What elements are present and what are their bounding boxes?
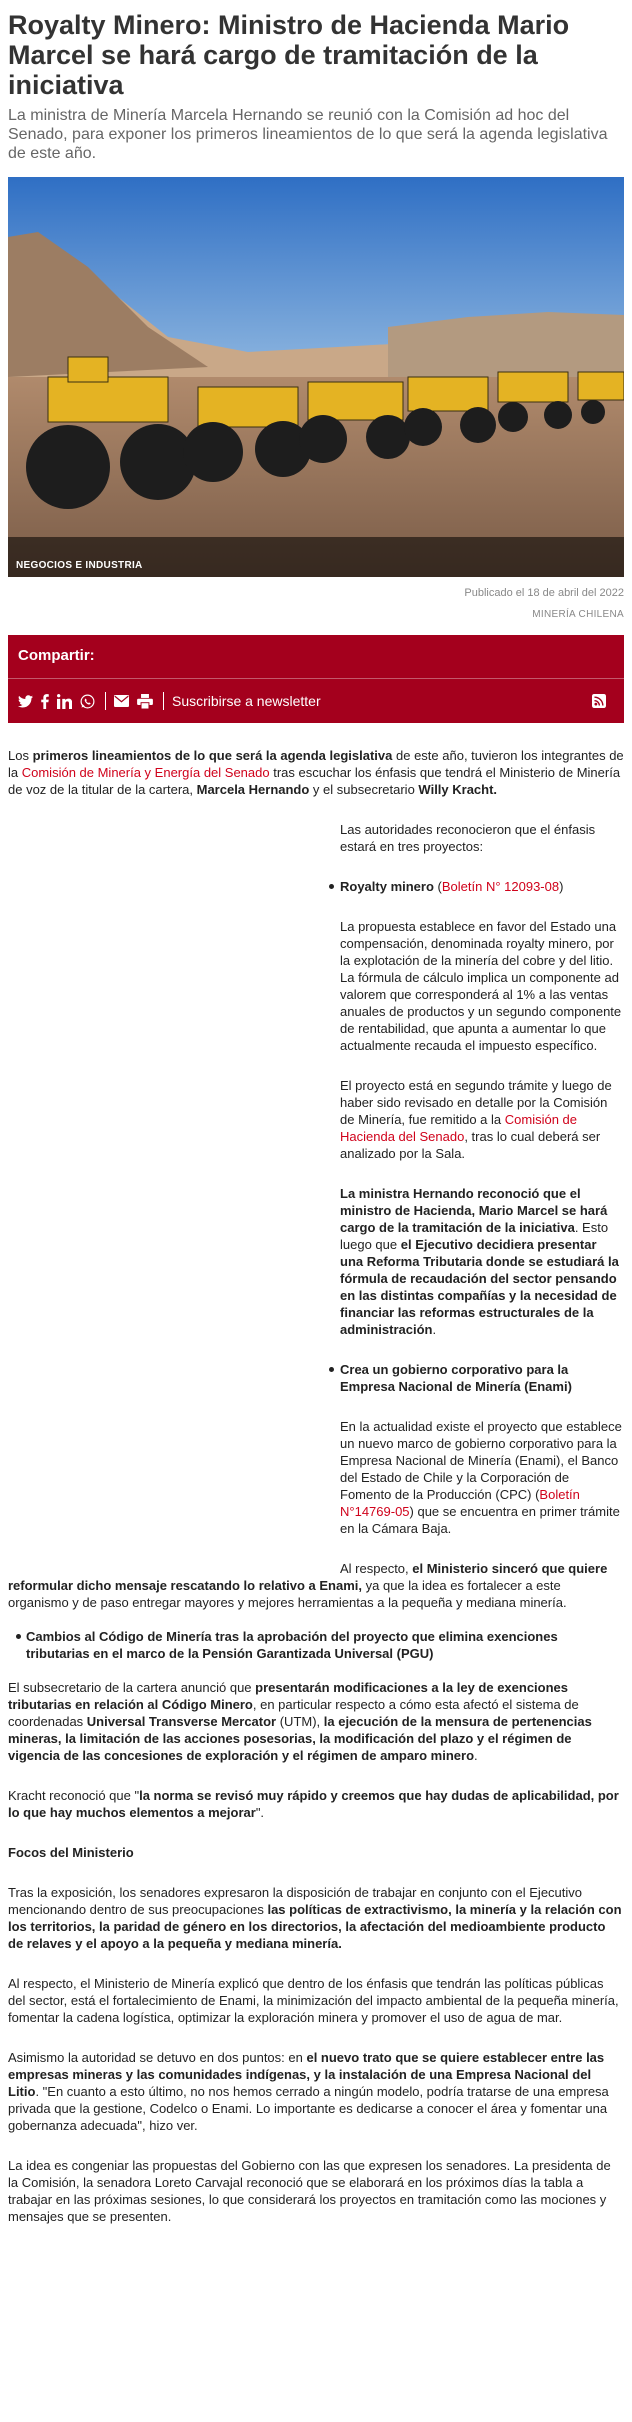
share-buttons [18, 689, 614, 713]
article-title: Royalty Minero: Ministro de Hacienda Mario Marcel se hará cargo de tramitación de la iniciativa [8, 10, 570, 100]
article-lede: La ministra de Minería Marcela Hernando se reunió con la Comisión ad hoc del Senado, para exponer los primeros lineamientos de lo que será la agenda legislativa de este año. [8, 107, 608, 162]
share-separator [163, 692, 164, 710]
heading-focos: Focos del Ministerio [8, 1845, 134, 1860]
mining-trucks-photo [8, 177, 624, 577]
facebook-icon[interactable] [41, 691, 49, 711]
twitter-icon[interactable] [18, 691, 33, 711]
share-bar [8, 635, 624, 723]
comision-mineria-link[interactable]: Comisión de Minería y Energía del Senado [21, 765, 270, 780]
publish-date: Publicado el 18 de abril del 2022 [464, 587, 624, 599]
paragraph-congeniar: La idea es congeniar las propuestas del Gobierno con las que expresen los senadores. La presidenta de la Comisión, la senadora Loreto Carvajal reconoció que se elaborará en los próximos días la tabla a trabajar en las próximas sesiones, lo que considerará los proyectos en tramitación como las mociones y mensajes que se presenten. [8, 2158, 611, 2224]
paragraph-senadores: Tras la exposición, los senadores expresaron la disposición de trabajar en conjunto con el Ejecutivo mencionando dentro de sus preocupaciones las políticas de extractivismo, la minería y la relación con los territorios, la paridad de género en los directorios, la afectación del medioambiente producto de relaves y el apoyo a la pequeña y mediana minería. [8, 1885, 622, 1951]
paragraph-dos-puntos: Asimismo la autoridad se detuvo en dos puntos: en el nuevo trato que se quiere establecer entre las empresas mineras y las comunidades indígenas, y la instalación de una Empresa Nacional del Litio. "En cuanto a esto último, no nos hemos cerrado a ningún modelo, podría tratarse de una empresa privada que la gestione, Codelco o Enami. Lo importante es dedicarse a conocer el área y fomentar una gobernanza adecuada", hizo ver. [8, 2050, 609, 2133]
bullet-dot [16, 1634, 21, 1639]
paragraph-kracht: Kracht reconoció que "la norma se revisó muy rápido y creemos que hay dudas de aplicabilidad, por lo que hay muchos elementos a mejorar". [8, 1788, 619, 1820]
paragraph-subsecretario: El subsecretario de la cartera anunció que presentarán modificaciones a la ley de exenciones tributarias en relación al Código Minero, en particular respecto a cómo esta afectó el sistema de coordenadas Universal Transverse Mercator (UTM), la ejecución de la mensura de pertenencias mineras, la limitación de las acciones posesorias, la modificación del plazo y el régimen de vigencia de las concesiones de exploración y el régimen de amparo minero. [8, 1680, 592, 1763]
paragraph-royalty-detail: La propuesta establece en favor del Estado una compensación, denominada royalty minero, por la explotación de la minería del cobre y del litio. La fórmula de cálculo implica un componente ad valorem que corresponderá al 1% a las ventas anuales de productos y un segundo componente de rentabilidad, que apunta a aumentar lo que actualmente recauda el impuesto específico. [340, 919, 622, 1053]
paragraph-reformular: Al respecto, el Ministerio sinceró que quiere reformular dicho mensaje rescatando lo relativo a Enami, ya que la idea es fortalecer a este organismo y de paso entregar mayores y mejores herramientas a la pequeña y mediana minería. [8, 1561, 608, 1610]
bullet-dot [329, 1367, 334, 1372]
paragraph-intro: Los primeros lineamientos de lo que será la agenda legislativa de este año, tuvieron los integrantes de la Comisión de Minería y Energía del Senado tras escuchar los énfasis que tendrá el Ministerio de Minería de voz de la titular de la cartera, Marcela Hernando y el subsecretario Willy Kracht. [8, 748, 624, 797]
bullet-codigo-mineria: Cambios al Código de Minería tras la aprobación del proyecto que elimina exenciones tributarias en el marco de la Pensión Garantizada Universal (PGU) [8, 1628, 624, 1662]
print-icon[interactable] [137, 691, 153, 711]
boletin-12093-link[interactable]: Boletín N° 12093-08 [441, 879, 560, 894]
share-divider [8, 678, 624, 679]
rss-icon[interactable] [592, 691, 606, 711]
bullet-dot [329, 884, 334, 889]
email-icon[interactable] [114, 691, 129, 711]
image-category-tag: NEGOCIOS E INDUSTRIA [16, 560, 143, 571]
indented-section [340, 821, 622, 1537]
share-separator [105, 692, 106, 710]
article-body [8, 747, 624, 2225]
whatsapp-icon[interactable] [80, 691, 95, 711]
paragraph-enami-detail: En la actualidad existe el proyecto que establece un nuevo marco de gobierno corporativo para la Empresa Nacional de Minería (Enami), el Banco del Estado de Chile y la Corporación de Fomento de la Producción (CPC) (Boletín N°14769-05) que se encuentra en primer trámite en la Cámara Baja. [340, 1419, 622, 1536]
hero-image [8, 177, 624, 577]
bullet-enami: Crea un gobierno corporativo para la Empresa Nacional de Minería (Enami) [340, 1361, 622, 1395]
paragraph-projects-intro: Las autoridades reconocieron que el énfasis estará en tres proyectos: [340, 822, 596, 854]
section-link[interactable]: MINERÍA CHILENA [532, 609, 624, 620]
share-title: Compartir: [18, 647, 95, 664]
newsletter-link[interactable]: Suscribirse a newsletter [172, 693, 321, 709]
bullet-royalty: Royalty minero (Boletín N° 12093-08) [340, 878, 622, 895]
paragraph-politicas: Al respecto, el Ministerio de Minería explicó que dentro de los énfasis que tendrán las políticas públicas del sector, está el fortalecimiento de Enami, la minimización del impacto ambiental de la pequeña minería, fomentar la cadena logística, optimizar la exploración minera y promover el uso de agua de mar. [8, 1976, 619, 2025]
linkedin-icon[interactable] [57, 691, 72, 711]
boletin-14769-link[interactable]: Boletín N°14769-05 [340, 1487, 580, 1519]
paragraph-tramite: El proyecto está en segundo trámite y luego de haber sido revisado en detalle por la Comisión de Minería, fue remitido a la Comisión de Hacienda del Senado, tras lo cual deberá ser analizado por la Sala. [340, 1078, 612, 1161]
comision-hacienda-link[interactable]: Comisión de Hacienda del Senado [340, 1112, 578, 1144]
paragraph-hacienda: La ministra Hernando reconoció que el ministro de Hacienda, Mario Marcel se hará cargo de la tramitación de la iniciativa. Esto luego que el Ejecutivo decidiera presentar una Reforma Tributaria donde se estudiará la fórmula de recaudación del sector pensando en las distintas compañías y la necesidad de financiar las reformas estructurales de la administración. [340, 1186, 619, 1337]
